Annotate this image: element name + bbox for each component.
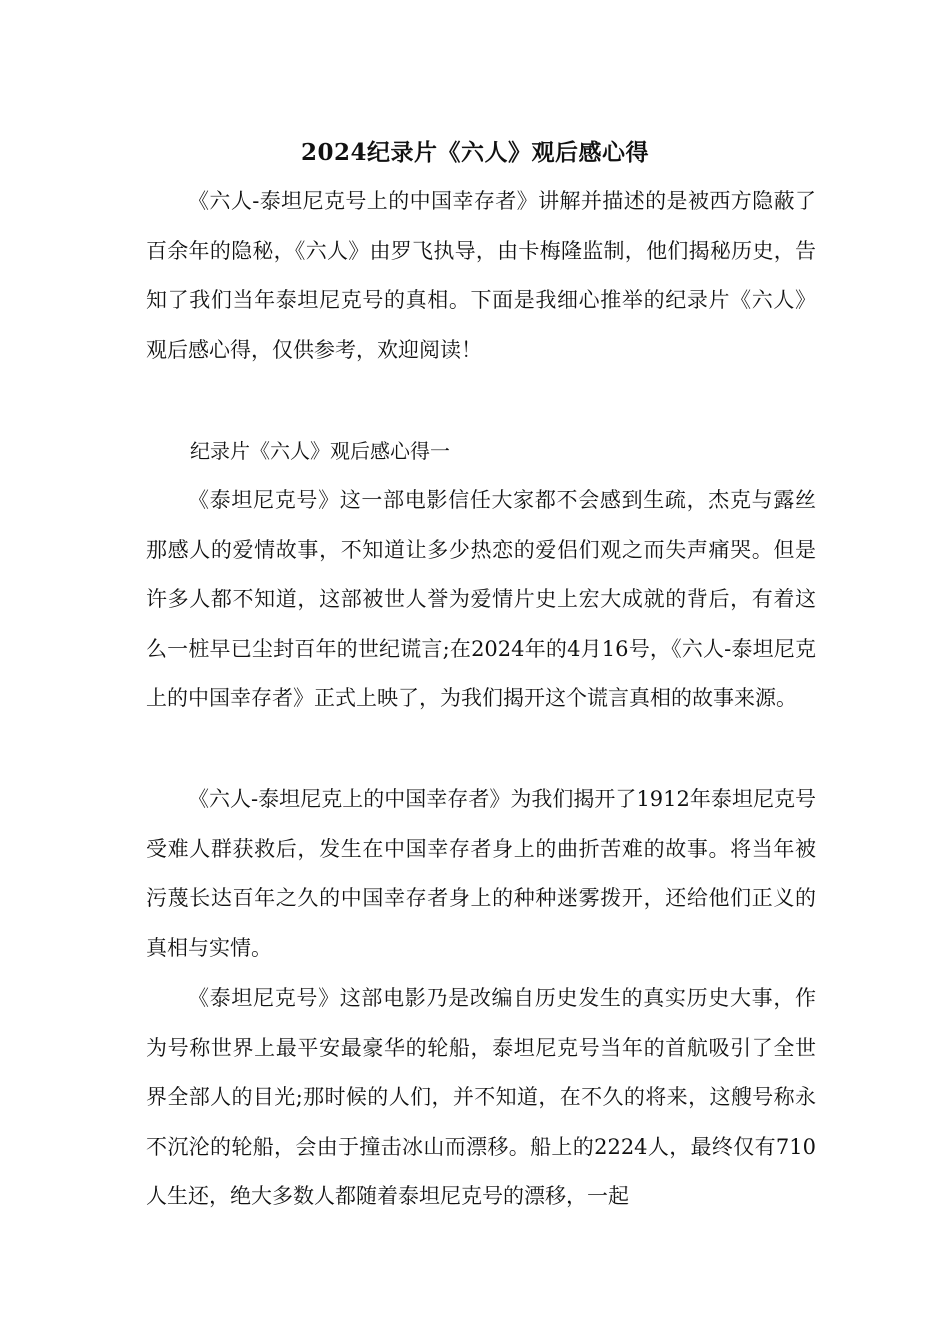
body-paragraph-1: 《泰坦尼克号》这一部电影信任大家都不会感到生疏，杰克与露丝那感人的爱情故事，不知道让多少热恋的爱侣们观之而失声痛哭。但是许多人都不知道，这部被世人誉为爱情片史上宏大成就的背后，有着这么一桩早已尘封百年的世纪谎言;在2024年的4月16号，《六人-泰坦尼克上的中国幸存者》正式上映了，为我们揭开这个谎言真相的故事来源。 bbox=[146, 488, 816, 710]
document-title: 2024纪录片《六人》观后感心得 bbox=[300, 139, 649, 166]
body-paragraph-3: 《泰坦尼克号》这部电影乃是改编自历史发生的真实历史大事，作为号称世界上最平安最豪华的轮船，泰坦尼克号当年的首航吸引了全世界全部人的目光;那时候的人们，并不知道，在不久的将来，这艘号称永不沉沦的轮船，会由于撞击冰山而漂移。船上的2224人，最终仅有710人生还，绝大多数人都随着泰坦尼克号的漂移，一起 bbox=[146, 986, 816, 1208]
body-paragraph-2: 《六人-泰坦尼克上的中国幸存者》为我们揭开了1912年泰坦尼克号受难人群获救后，发生在中国幸存者身上的曲折苦难的故事。将当年被污蔑长达百年之久的中国幸存者身上的种种迷雾拨开，还给他们正义的真相与实情。 bbox=[146, 787, 816, 960]
section-heading: 纪录片《六人》观后感心得一 bbox=[190, 439, 450, 463]
intro-paragraph: 《六人-泰坦尼克号上的中国幸存者》讲解并描述的是被西方隐蔽了百余年的隐秘，《六人》由罗飞执导，由卡梅隆监制，他们揭秘历史，告知了我们当年泰坦尼克号的真相。下面是我细心推举的纪录片《六人》观后感心得，仅供参考，欢迎阅读！ bbox=[146, 189, 816, 362]
